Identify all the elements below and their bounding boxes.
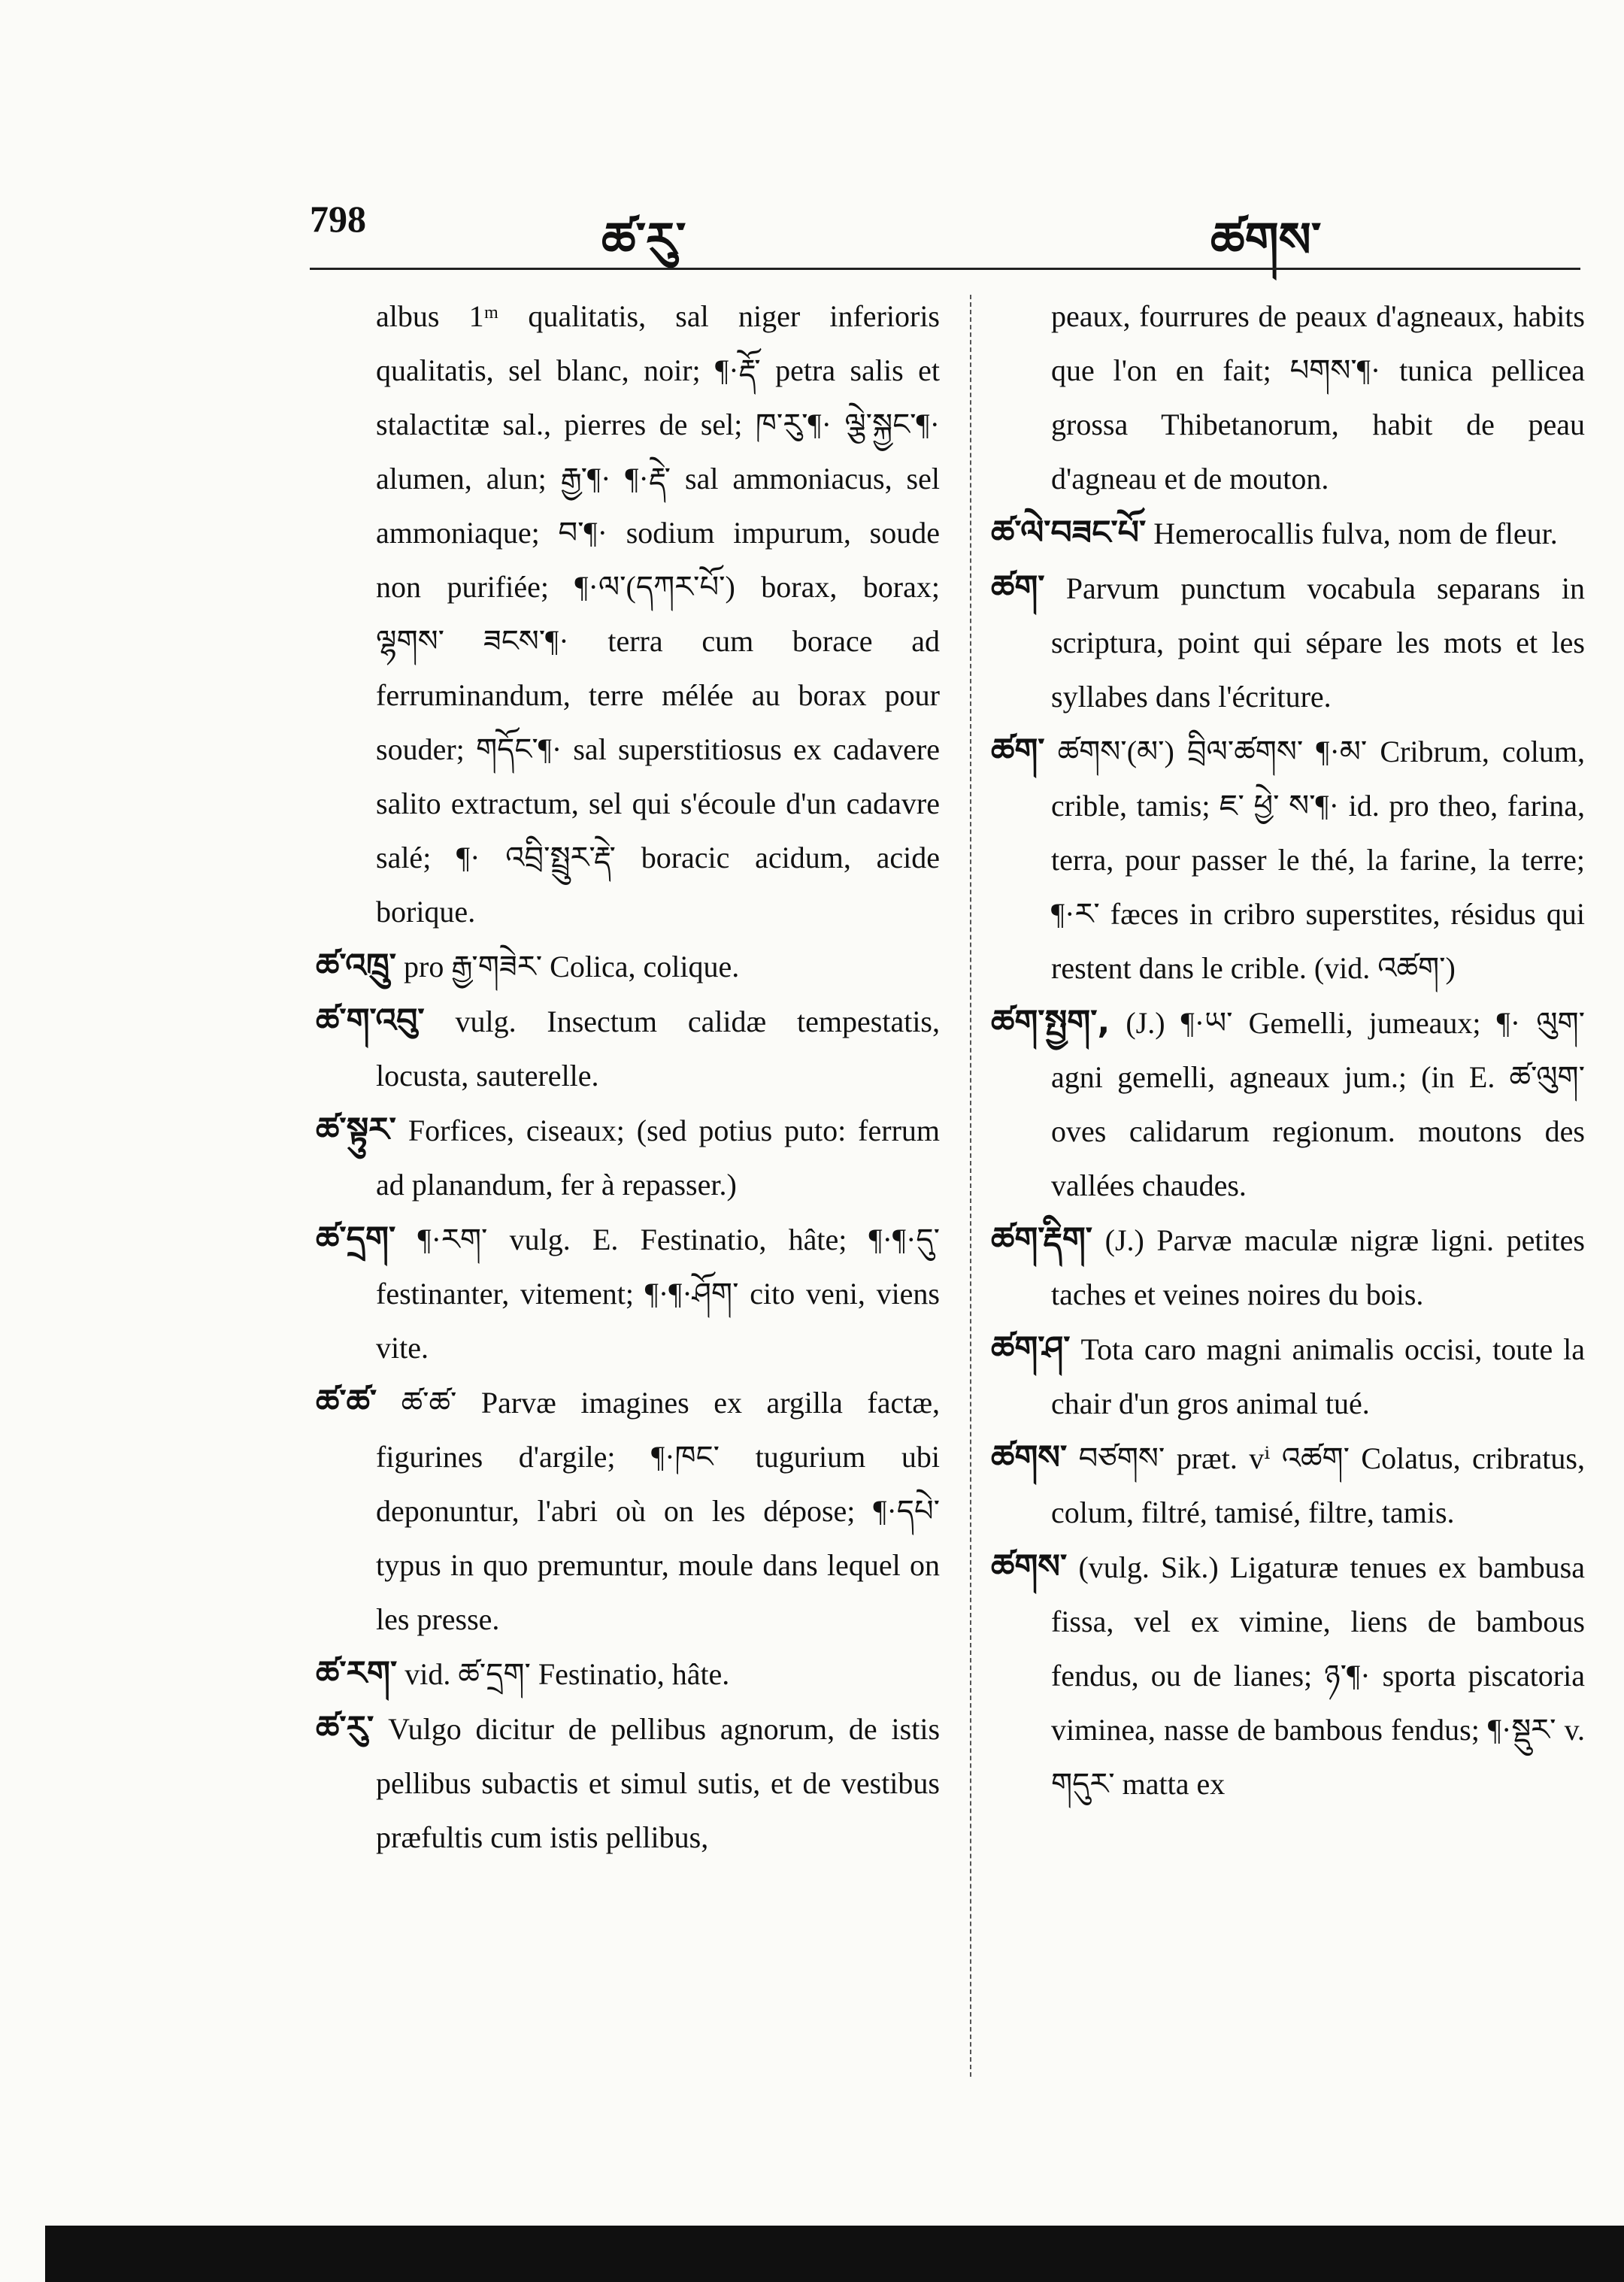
entry-headword: ཚ་ག་འབུ་	[316, 1002, 425, 1040]
entry-text: peaux, fourrures de peaux d'agneaux, habits que l'on en fait; པགས་¶· tunica pellicea grossa Thibetanorum, habit de peau d'agneau et de mouton.	[1051, 299, 1585, 495]
entry-headword: ཚ་རུ་	[316, 1709, 374, 1747]
entry-text: (J.) ¶·ཡ་ Gemelli, jumeaux; ¶· ལུག་ agni gemelli, agneaux jum.; (in E. ཚ་ལུག་ oves calidarum regionum. moutons des vallées chaudes.	[1051, 1006, 1585, 1202]
running-head-right: ཚགས་	[1210, 213, 1322, 268]
running-head-left: ཚ་རུ་	[601, 213, 686, 268]
entry-headword: ཚ་རག་	[316, 1654, 398, 1693]
scan-bottom-edge	[45, 2226, 1624, 2282]
entry-text: Tota caro magni animalis occisi, toute la chair d'un gros animal tué.	[1051, 1332, 1586, 1420]
entry-text: Vulgo dicitur de pellibus agnorum, de istis pellibus subactis et simul sutis, et de vestibus præfultis cum istis pellibus,	[376, 1712, 941, 1854]
page-number: 798	[310, 198, 366, 240]
dictionary-entry	[316, 1103, 940, 1212]
entry-headword: ཚག་རྡིག་	[991, 1220, 1093, 1259]
column-divider	[970, 295, 971, 2077]
dictionary-entry	[991, 724, 1585, 996]
entry-text: (vulg. Sik.) Ligaturæ tenues ex bambusa fissa, vel ex vimine, liens de bambous fendus, ou de lianes; ཉ་¶· sporta piscatoria viminea, nasse de bambous fendus; ¶·སྡུར་ v. གདུར་ matta ex	[1051, 1550, 1586, 1801]
dictionary-entry	[991, 996, 1585, 1213]
dictionary-entry	[991, 289, 1585, 506]
entry-headword: ཚགས་	[991, 1547, 1068, 1586]
entry-headword: ཚག་	[991, 568, 1045, 607]
dictionary-entry	[316, 289, 940, 939]
dictionary-entry	[991, 1322, 1585, 1431]
entry-text: བཙགས་ præt. vⁱ འཚག་ Colatus, cribratus, colum, filtré, tamisé, filtre, tamis.	[1051, 1441, 1585, 1529]
entry-text: albus 1ᵐ qualitatis, sal niger inferioris qualitatis, sel blanc, noir; ¶·རྡོ་ petra salis et stalactitæ sal., pierres de sel; ཁ་རུ་¶· ལྕེ་སྐྱང་¶· alumen, alun; རྒྱ་¶· ¶·རྡེ་ sal ammoniacus, sel ammoniaque; བ་¶· sodium impurum, soude non purifiée; ¶·ལ་(དཀར་པོ་) borax, borax; ལྷགས་ ཟངས་¶· terra cum borace ad ferruminandum, terre mélée au borax pour souder; གདོང་¶· sal superstitiosus ex cadavere salito extractum, sel qui s'écoule d'un cadavre salé; ¶· འབྲི་སྤྲུར་རྡེ་ boracic acidum, acide borique.	[376, 299, 940, 929]
entry-headword: ཚ་ལེ་བཟང་པོ་	[991, 514, 1147, 552]
dictionary-entry	[991, 1540, 1585, 1811]
left-column	[316, 289, 940, 1865]
entry-text: Forfices, ciseaux; (sed potius puto: ferrum ad planandum, fer à repasser.)	[376, 1114, 941, 1202]
entry-headword: ཚག་ཤ་	[991, 1329, 1071, 1368]
dictionary-entry	[991, 561, 1585, 724]
entry-text: vid. ཚ་དྲག་ Festinatio, hâte.	[404, 1657, 730, 1691]
entry-text: pro རྒྱ་གཟེར་ Colica, colique.	[404, 950, 740, 983]
entry-headword: ཚ་འཁྲུ་	[316, 947, 397, 985]
header-rule	[310, 268, 1580, 270]
entry-text: ཚ་ཚ་ Parvæ imagines ex argilla factæ, figurines d'argile; ¶·ཁང་ tugurium ubi deponuntur, l'abri où on les dépose; ¶·དཔེ་ typus in quo premuntur, moule dans lequel on les presse.	[376, 1386, 941, 1636]
dictionary-entry	[316, 994, 940, 1103]
dictionary-entry	[316, 1375, 940, 1647]
dictionary-entry	[991, 506, 1585, 561]
entry-headword: ཚགས་	[991, 1438, 1068, 1477]
entry-headword: ཚ་ཚ་	[316, 1383, 377, 1421]
dictionary-entry	[991, 1213, 1585, 1322]
entry-text: Hemerocallis fulva, nom de fleur.	[1153, 517, 1558, 550]
entry-headword: ཚ་སྟུར་	[316, 1111, 396, 1149]
entry-text: (J.) Parvæ maculæ nigræ ligni. petites taches et veines noires du bois.	[1051, 1223, 1585, 1311]
dictionary-entry	[316, 939, 940, 994]
dictionary-entry	[316, 1702, 940, 1865]
entry-headword: ཚ་དྲག་	[316, 1220, 396, 1258]
dictionary-entry	[316, 1212, 940, 1375]
entry-text: vulg. Insectum calidæ tempestatis, locusta, sauterelle.	[376, 1005, 940, 1093]
dictionary-entry	[991, 1431, 1585, 1540]
right-column	[991, 289, 1585, 1811]
entry-text: Parvum punctum vocabula separans in scriptura, point qui sépare les mots et les syllabes dans l'écriture.	[1051, 571, 1585, 714]
entry-headword: ཚག་སྤྱག་,	[991, 1003, 1110, 1041]
entry-text: ཚགས་(མ་) བྲིལ་ཚགས་ ¶·མ་ Cribrum, colum, crible, tamis; ཇ་ ཕྱེ་ ས་¶· id. pro theo, farina, terra, pour passer le thé, la farine, la terre; ¶·ར་ fæces in cribro superstites, résidus qui restent dans le crible. (vid. འཚག་)	[1051, 735, 1586, 985]
entry-headword: ཚག་	[991, 732, 1045, 770]
dictionary-entry	[316, 1647, 940, 1702]
entry-text: ¶·རག་ vulg. E. Festinatio, hâte; ¶·¶·དུ་ festinanter, vitement; ¶·¶·ཤོག་ cito veni, viens vite.	[376, 1223, 940, 1365]
